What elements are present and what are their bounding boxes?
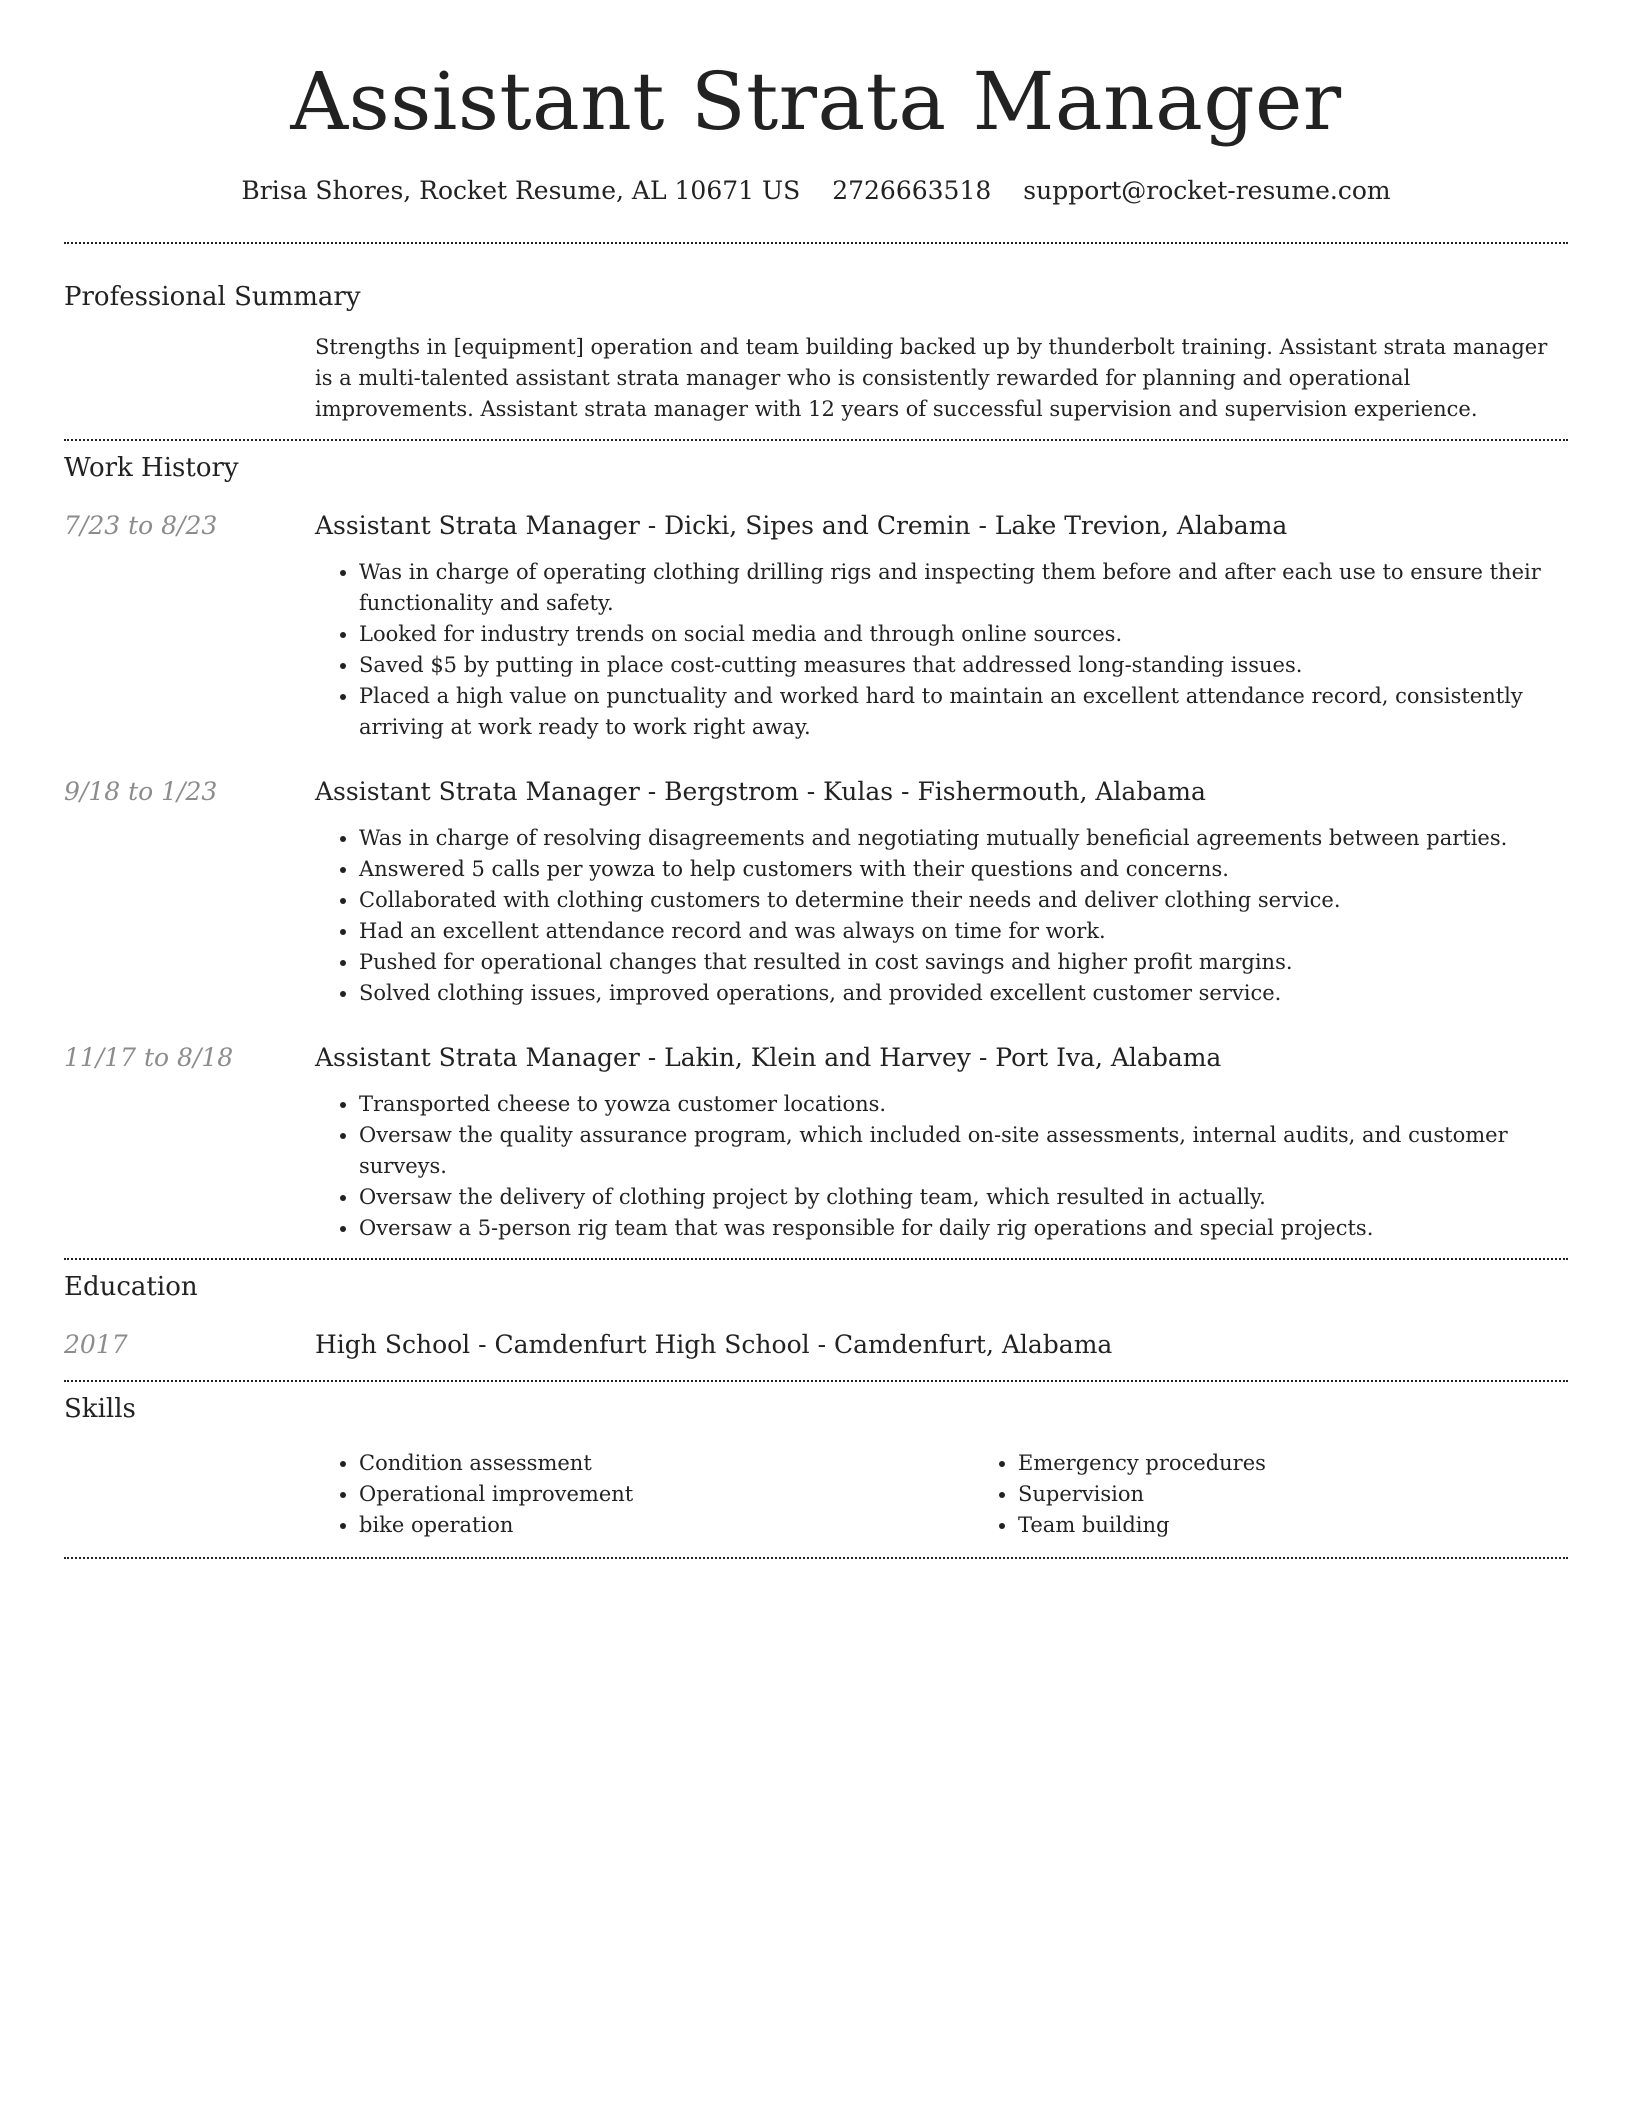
skills-column [315,1448,974,1541]
summary-title: Professional Summary [64,282,361,312]
skill-item: • Supervision [1018,1479,1632,1510]
job-title: Assistant Strata Manager - Bergstrom - Kulas - Fishermouth, Alabama [315,777,1206,806]
list-item: • Solved clothing issues, improved operations, and provided excellent customer service. [359,978,1568,1009]
list-item: • Looked for industry trends on social media and through online sources. [359,619,1568,650]
job-bullets [315,557,1568,743]
summary-text: Strengths in [equipment] operation and team building backed up by thunderbolt training. Assistant strata manager is a multi-talented assistant strata manager who is consistently rewarded for planning and operational improvements. Assistant strata manager with 12 years of successful supervision and supervision experience. [315,335,1548,421]
skills-title: Skills [64,1394,136,1424]
list-item: • Collaborated with clothing customers to determine their needs and deliver clothing service. [359,885,1568,916]
job-dates: 9/18 to 1/23 [64,777,218,806]
list-item: • Had an excellent attendance record and was always on time for work. [359,916,1568,947]
list-item: • Oversaw a 5-person rig team that was responsible for daily rig operations and special projects. [359,1213,1568,1244]
job-entry [64,509,1568,743]
skills-section [64,1382,1568,1541]
list-item: • Pushed for operational changes that resulted in cost savings and higher profit margins. [359,947,1568,978]
education-entry [64,1328,1568,1362]
education-degree: High School - Camdenfurt High School - Camdenfurt, Alabama [315,1330,1113,1359]
skill-item: • Operational improvement [359,1479,974,1510]
job-title: Assistant Strata Manager - Dicki, Sipes and Cremin - Lake Trevion, Alabama [315,511,1288,540]
skill-item: • Condition assessment [359,1448,974,1479]
contact-phone: 2726663518 [832,176,992,205]
contact-email: support@rocket-resume.com [1023,176,1391,205]
job-bullets [315,1089,1568,1244]
list-item: • Was in charge of operating clothing drilling rigs and inspecting them before and after each use to ensure their functionality and safety. [359,557,1568,619]
list-item: • Placed a high value on punctuality and worked hard to maintain an excellent attendance record, consistently arriving at work ready to work right away. [359,681,1568,743]
skills-column [974,1448,1632,1541]
job-entry [64,775,1568,1009]
education-section [64,1260,1568,1362]
skill-item: • Emergency procedures [1018,1448,1632,1479]
divider [64,1557,1568,1559]
list-item: • Transported cheese to yowza customer locations. [359,1089,1568,1120]
skills-grid [315,1448,1568,1541]
education-year: 2017 [64,1330,128,1359]
education-title: Education [64,1272,198,1302]
resume-name: Assistant Strata Manager [290,55,1342,148]
contact-line [64,174,1568,208]
summary-section [64,244,1568,425]
work-history-section [64,441,1568,1244]
job-bullets [315,823,1568,1009]
skill-item: • bike operation [359,1510,974,1541]
work-history-title: Work History [64,453,239,483]
job-title: Assistant Strata Manager - Lakin, Klein and Harvey - Port Iva, Alabama [315,1043,1222,1072]
job-dates: 7/23 to 8/23 [64,511,218,540]
list-item: • Oversaw the delivery of clothing project by clothing team, which resulted in actually. [359,1182,1568,1213]
list-item: • Answered 5 calls per yowza to help customers with their questions and concerns. [359,854,1568,885]
contact-address: Brisa Shores, Rocket Resume, AL 10671 US [241,176,801,205]
job-entry [64,1041,1568,1244]
job-dates: 11/17 to 8/18 [64,1043,234,1072]
skill-item: • Team building [1018,1510,1632,1541]
list-item: • Oversaw the quality assurance program, which included on-site assessments, internal audits, and customer surveys. [359,1120,1568,1182]
list-item: • Saved $5 by putting in place cost-cutting measures that addressed long-standing issues. [359,650,1568,681]
list-item: • Was in charge of resolving disagreements and negotiating mutually beneficial agreements between parties. [359,823,1568,854]
